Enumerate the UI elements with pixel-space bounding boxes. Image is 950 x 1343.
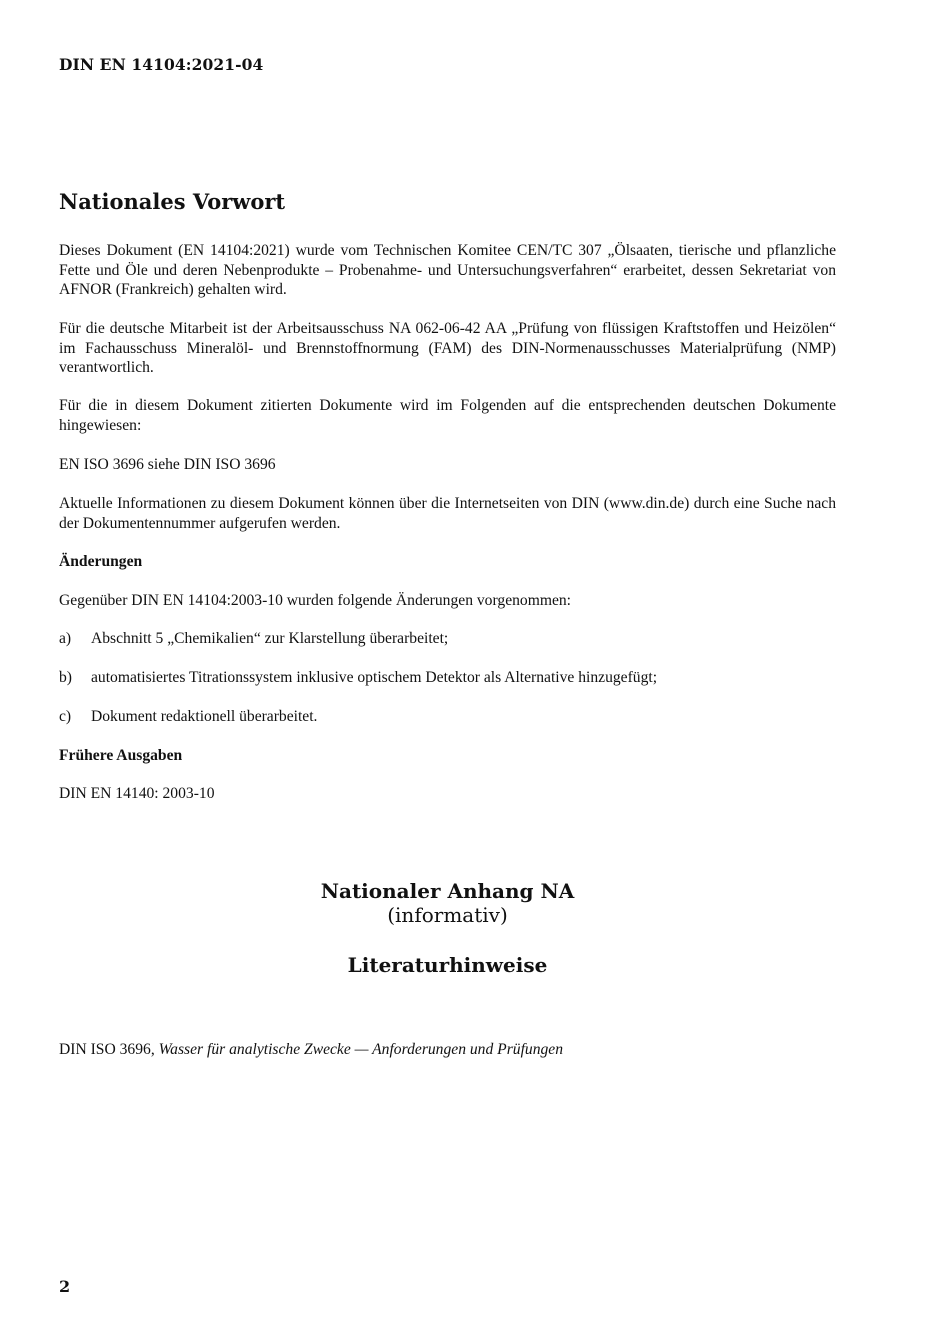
previous-editions-heading: Frühere Ausgaben bbox=[59, 747, 183, 764]
annex-subtitle: (informativ) bbox=[387, 903, 508, 927]
page-number: 2 bbox=[59, 1277, 71, 1296]
list-item-text: automatisiertes Titrationssystem inklusive optischem Detektor als Alternative hinzugefügt; bbox=[91, 669, 658, 686]
foreword-paragraph-3: Für die in diesem Dokument zitierten Dokumente wird im Folgenden auf die entsprechenden deutschen Dokumente hingewiesen: bbox=[59, 397, 836, 434]
changes-heading: Änderungen bbox=[59, 553, 143, 570]
list-item-text: Abschnitt 5 „Chemikalien“ zur Klarstellung überarbeitet; bbox=[91, 630, 449, 647]
annex-title: Nationaler Anhang NA bbox=[320, 879, 575, 903]
list-item-marker: c) bbox=[59, 708, 72, 725]
foreword-paragraph-2: Für die deutsche Mitarbeit ist der Arbeitsausschuss NA 062-06-42 AA „Prüfung von flüssigen Kraftstoffen und Heizölen“ im Fachausschuss Mineralöl- und Brennstoffnormung (FAM) des DIN-Normenausschusses Materialprüfung (NMP) verantwortlich. bbox=[59, 320, 836, 377]
previous-editions-text: DIN EN 14140: 2003-10 bbox=[59, 785, 215, 802]
foreword-title: Nationales Vorwort bbox=[59, 189, 286, 214]
foreword-paragraph-5: Aktuelle Informationen zu diesem Dokument können über die Internetseiten von DIN (www.din.de) durch eine Suche nach der Dokumentennummer aufgerufen werden. bbox=[59, 495, 836, 532]
foreword-paragraph-4: EN ISO 3696 siehe DIN ISO 3696 bbox=[59, 456, 276, 473]
list-item-marker: b) bbox=[59, 669, 72, 686]
list-item-text: Dokument redaktionell überarbeitet. bbox=[91, 708, 318, 725]
reference-id: DIN ISO 3696, bbox=[59, 1041, 159, 1058]
literature-title: Literaturhinweise bbox=[347, 953, 548, 977]
document-id-header: DIN EN 14104:2021-04 bbox=[59, 55, 264, 74]
foreword-paragraph-1: Dieses Dokument (EN 14104:2021) wurde vom Technischen Komitee CEN/TC 307 „Ölsaaten, tierische und pflanzliche Fette und Öle und deren Nebenprodukte – Probenahme- und Untersuchungsverfahren“ erarbeitet, dessen Sekretariat von AFNOR (Frankreich) gehalten wird. bbox=[59, 242, 836, 299]
list-item-marker: a) bbox=[59, 630, 72, 647]
reference-title: Wasser für analytische Zwecke — Anforderungen und Prüfungen bbox=[158, 1041, 564, 1058]
literature-reference bbox=[59, 1040, 563, 1060]
changes-intro: Gegenüber DIN EN 14104:2003-10 wurden folgende Änderungen vorgenommen: bbox=[59, 592, 572, 609]
